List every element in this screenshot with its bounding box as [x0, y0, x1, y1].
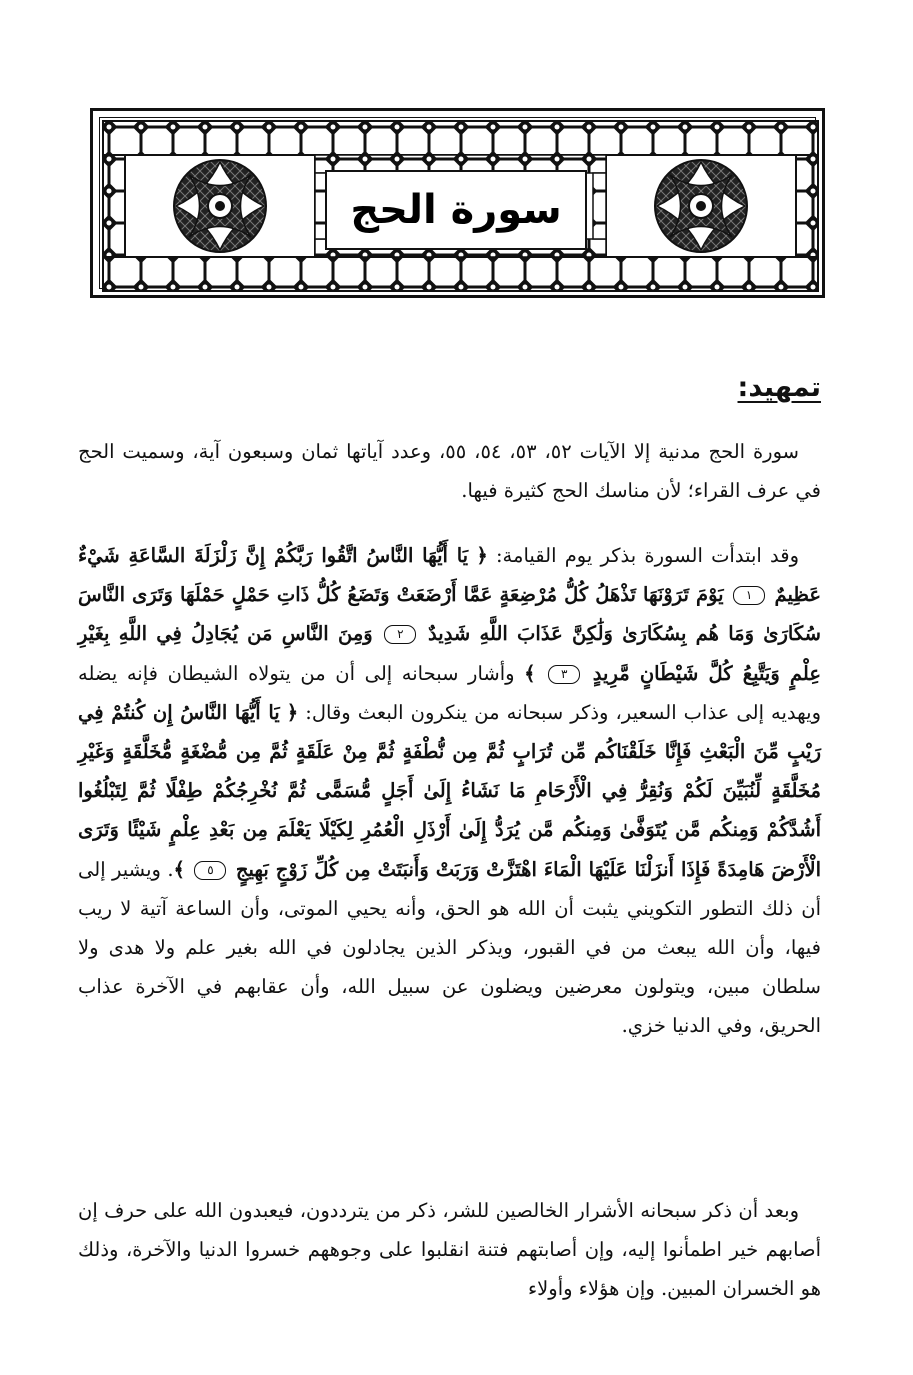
quran-close-bracket: ﴾	[524, 661, 536, 685]
ayah-number-marker: ١	[733, 586, 765, 605]
quran-open-bracket: ﴿	[476, 544, 488, 567]
surah-title-cartouche	[325, 170, 587, 250]
quran-verse-1: يَا أَيُّهَا النَّاسُ اتَّقُوا رَبَّكُمْ إِنَّ زَلْزَلَةَ السَّاعَةِ شَيْءٌ عَظِيمٌ	[78, 544, 821, 607]
paragraph-intro	[78, 432, 821, 510]
quran-verse-5: يَا أَيُّهَا النَّاسُ إِن كُنتُمْ فِي رَيْبٍ مِّنَ الْبَعْثِ فَإِنَّا خَلَقْنَاكُم مِّن تُرَابٍ ثُمَّ مِن نُّطْفَةٍ ثُمَّ مِنْ عَلَقَةٍ ثُمَّ مِن مُّضْغَةٍ مُّخَلَّقَةٍ وَغَيْرِ مُخَلَّقَةٍ لِّنُبَيِّنَ لَكُمْ وَنُقِرُّ فِي الْأَرْحَامِ مَا نَشَاءُ إِلَىٰ أَجَلٍ مُّسَمًّى ثُمَّ نُخْرِجُكُمْ طِفْلًا ثُمَّ لِتَبْلُغُوا أَشُدَّكُمْ وَمِنكُم مَّن يُتَوَفَّىٰ وَمِنكُم مَّن يُرَدُّ إِلَىٰ أَرْذَلِ الْعُمُرِ لِكَيْلَا يَعْلَمَ مِن بَعْدِ عِلْمٍ شَيْئًا وَتَرَى الْأَرْضَ هَامِدَةً فَإِذَا أَنزَلْنَا عَلَيْهَا الْمَاءَ اهْتَزَّتْ وَرَبَتْ وَأَنبَتَتْ مِن كُلِّ زَوْجٍ بَهِيجٍ	[78, 700, 822, 881]
opening-middle-text: وأشار سبحانه إلى أن من يتولاه الشيطان فإنه يضله ويهديه إلى عذاب السعير، وذكر سبحانه من ينكرون البعث وقال:	[78, 661, 822, 724]
ayah-number-marker: ٣	[548, 665, 580, 684]
paragraph-intro-text: سورة الحج مدنية إلا الآيات ٥٢، ٥٣، ٥٤، ٥٥، وعدد آياتها ثمان وسبعون آية، وسميت الحج في عرف القراء؛ لأن مناسك الحج كثيرة فيها.	[78, 440, 821, 503]
ayah-number-marker: ٢	[384, 625, 416, 644]
quran-verse-3: وَمِنَ النَّاسِ مَن يُجَادِلُ فِي اللَّهِ بِغَيْرِ عِلْمٍ وَيَتَّبِعُ كُلَّ شَيْطَانٍ مَّرِيدٍ	[78, 622, 821, 685]
opening-intro-text: وقد ابتدأت السورة بذكر يوم القيامة:	[495, 544, 799, 567]
quran-verse-2: يَوْمَ تَرَوْنَهَا تَذْهَلُ كُلُّ مُرْضِعَةٍ عَمَّا أَرْضَعَتْ وَتَضَعُ كُلُّ ذَاتِ حَمْلٍ حَمْلَهَا وَتَرَى النَّاسَ سُكَارَىٰ وَمَا هُم بِسُكَارَىٰ وَلَٰكِنَّ عَذَابَ اللَّهِ شَدِيدٌ	[78, 583, 821, 646]
section-heading: تمهيد:	[737, 372, 821, 403]
paragraph-waverers-text: وبعد أن ذكر سبحانه الأشرار الخالصين للشر، ذكر من يترددون، فيعبدون الله على حرف إن أصابهم خير اطمأنوا إليه، وإن أصابتهم فتنة انقلبوا على وجوههم خسروا الدنيا والآخرة، وذلك هو الخسران المبين. وإن هؤلاء وأولاء	[78, 1199, 821, 1301]
paragraph-waverers	[78, 1191, 821, 1309]
paragraph-opening	[78, 536, 821, 1046]
surah-title: سورة الحج	[350, 187, 562, 233]
ayah-number-marker: ٥	[194, 861, 226, 880]
opening-end-text: . ويشير إلى أن ذلك التطور التكويني يثبت أن الله هو الحق، وأنه يحيي الموتى، وأن الساعة آتية لا ريب فيها، وأن الله يبعث من في القبور، ويذكر الذين يجادلون في الله بغير علم ولا هدى ولا سلطان مبين، ويتولون معرضين ويضلون عن سبيل الله، وأن عقابهم في الآخرة عذاب الحريق، وفي الدنيا خزي.	[78, 857, 821, 1038]
quran-open-bracket: ﴿	[286, 700, 299, 724]
quran-close-bracket: ﴾	[173, 857, 185, 881]
